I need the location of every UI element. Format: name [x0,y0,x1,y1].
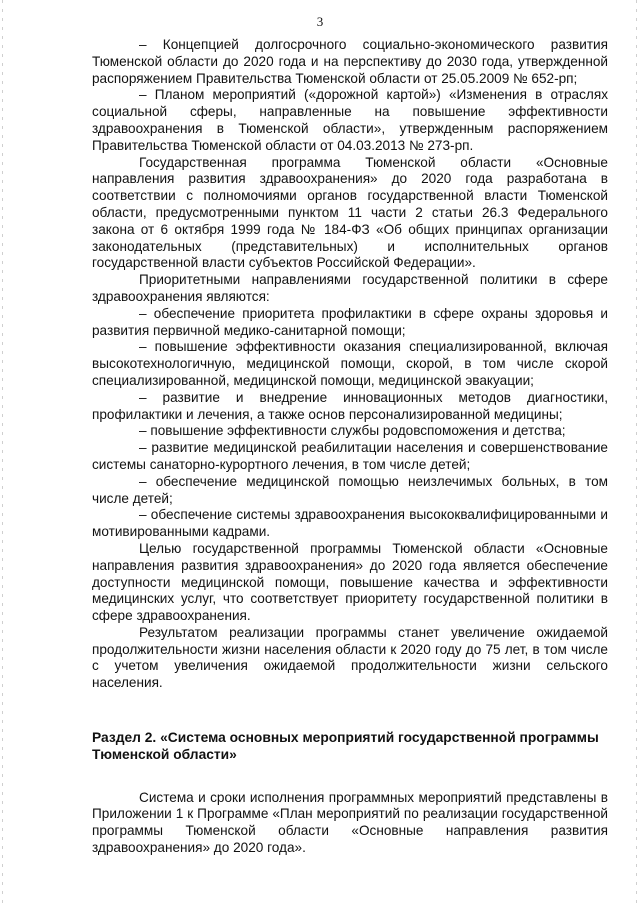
paragraph-roadmap: – Планом мероприятий («дорожной картой») «Изменения в отраслях социальной сферы, направленные на повышение эффективности здравоохранения в Тюменской области», утвержденным распоряжением Правительства Тюменской области от 04.03.2013 № 273-рп. [92,87,608,153]
list-item: – обеспечение приоритета профилактики в сфере охраны здоровья и развития первичной медико-санитарной помощи; [92,305,608,338]
list-item: – повышение эффективности оказания специализированной, включая высокотехнологичную, медицинской помощи, скорой, в том числе скорой специализированной, медицинской помощи, медицинской эвакуации; [92,339,608,388]
document-body [92,37,608,857]
page-number: 3 [316,14,324,29]
paragraph-goal: Целью государственной программы Тюменской области «Основные направления развития здравоохранения» до 2020 года является обеспечение доступности медицинской помощи, повышение качества и эффективности медицинских услуг, что соответствует приоритету государственной политики в сфере здравоохранения. [92,540,608,624]
paragraph-priorities-intro: Приоритетными направлениями государственной политики в сфере здравоохранения являются: [92,272,608,304]
list-item: – развитие и внедрение инновационных методов диагностики, профилактики и лечения, а также основ персонализированной медицины; [92,389,608,422]
scan-edge-left [2,0,3,905]
list-item: – повышение эффективности службы родовспоможения и детства; [139,423,566,439]
list-item: – развитие медицинской реабилитации населения и совершенствование системы санаторно-курортного лечения, в том числе детей; [92,440,608,472]
scan-edge-right [636,0,637,905]
paragraph-program-basis: Государственная программа Тюменской области «Основные направления развития здравоохранения» до 2020 года разработана в соответствии с полномочиями органов государственной власти Тюменской области, предусмотренными пунктом 11 части 2 статьи 26.3 Федерального закона от 6 октября 1999 года № 184-ФЗ «Об общих принципах организации законодательных (представительных) и исполнительных органов государственной власти субъектов Российской Федерации». [92,154,608,271]
list-item: – обеспечение медицинской помощью неизлечимых больных, в том числе детей; [92,473,608,506]
section-heading: Раздел 2. «Система основных мероприятий государственной программы Тюменской области» [92,730,599,762]
list-item: – обеспечение системы здравоохранения высококвалифицированными и мотивированными кадрами. [92,507,608,540]
paragraph-section-2: Система и сроки исполнения программных мероприятий представлены в Приложении 1 к Программе «План мероприятий по реализации государственной программы Тюменской области «Основные направления развития здравоохранения» до 2020 года». [92,789,608,856]
paragraph-result: Результатом реализации программы станет увеличение ожидаемой продолжительности жизни населения области к 2020 году до 75 лет, в том числе с учетом увеличения ожидаемой продолжительности жизни сельского населения. [92,624,608,691]
paragraph-concept: – Концепцией долгосрочного социально-экономического развития Тюменской области до 2020 года и на перспективу до 2030 года, утвержденной распоряжением Правительства Тюменской области от 25.05.2009 № 652-рп; [92,37,608,86]
